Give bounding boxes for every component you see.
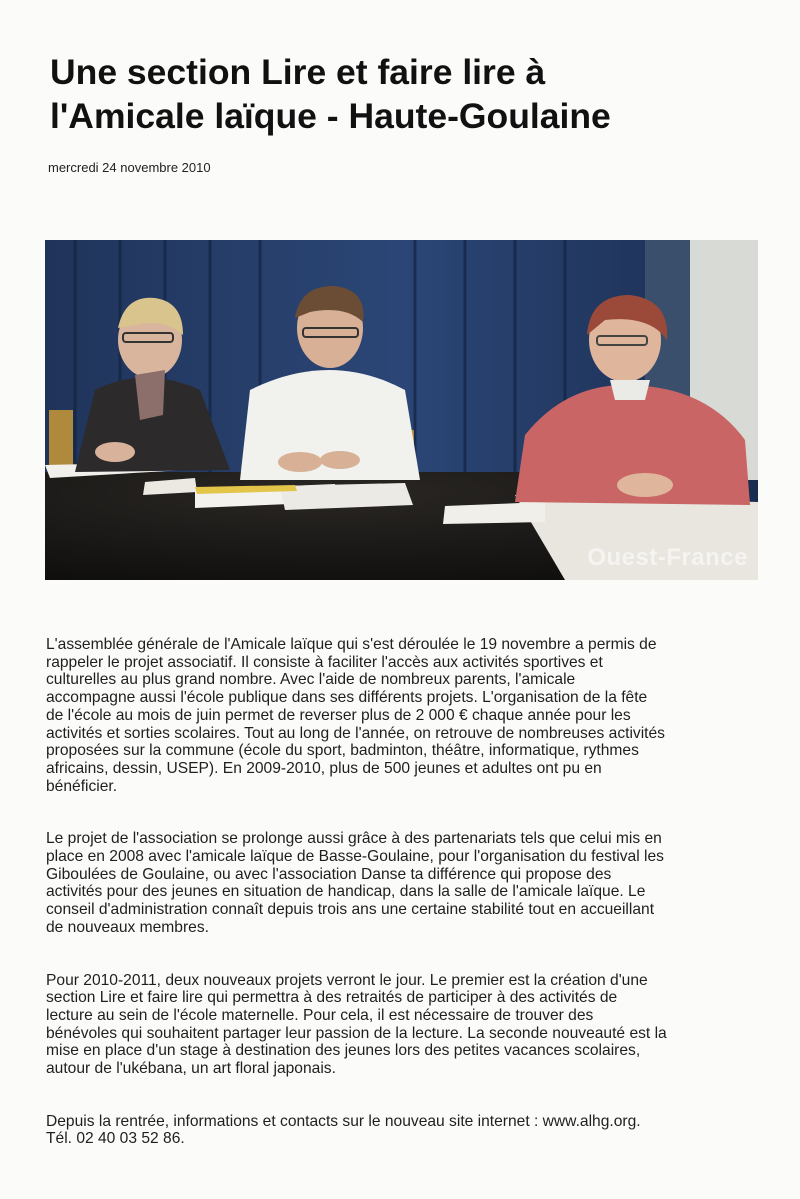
text-line: bénévoles qui souhaitent partager leur passion de la lecture. La seconde nouveauté est la — [46, 1024, 667, 1042]
paragraph-spacer — [46, 795, 766, 830]
photo-illustration — [45, 240, 758, 580]
article-title — [50, 50, 770, 138]
text-line: de l'école au mois de juin permet de reverser plus de 2 000 € chaque année pour les — [46, 706, 631, 724]
text-line: Giboulées de Goulaine, ou avec l'association Danse ta différence qui propose des — [46, 865, 612, 883]
photo-watermark: Ouest-France — [587, 544, 748, 571]
text-line: Pour 2010-2011, deux nouveaux projets verront le jour. Le premier est la création d'une — [46, 971, 648, 989]
article-title-line: Une section Lire et faire lire à — [50, 52, 546, 92]
text-line: Depuis la rentrée, informations et contacts sur le nouveau site internet : www.alhg.org. — [46, 1112, 641, 1130]
text-line: de nouveaux membres. — [46, 918, 209, 936]
text-line: proposées sur la commune (école du sport, badminton, théâtre, informatique, rythmes — [46, 742, 639, 760]
paragraph-spacer — [46, 937, 766, 972]
text-line: conseil d'administration connaît depuis trois ans une certaine stabilité tout en accueillant — [46, 901, 655, 919]
article-paragraph — [46, 636, 766, 795]
article-date: mercredi 24 novembre 2010 — [48, 160, 211, 175]
text-line: culturelles au plus grand nombre. Avec l'aide de nombreux parents, l'amicale — [46, 671, 576, 689]
text-line: section Lire et faire lire qui permettra à des retraités de participer à des activités de — [46, 989, 618, 1007]
text-line: Le projet de l'association se prolonge aussi grâce à des partenariats tels que celui mis en — [46, 830, 662, 848]
text-line: mise en place d'un stage à destination des jeunes lors des petites vacances scolaires, — [46, 1042, 641, 1060]
text-line: activités pour des jeunes en situation de handicap, dans la salle de l'amicale laïque. Le — [46, 883, 646, 901]
text-line: africains, dessin, USEP). En 2009-2010, plus de 500 jeunes et adultes ont pu en — [46, 759, 602, 777]
article-paragraph — [46, 830, 766, 936]
text-line: activités et sorties scolaires. Tout au long de l'année, on retrouve de nombreuses activités — [46, 724, 665, 742]
text-line: bénéficier. — [46, 777, 118, 795]
article-photo — [45, 240, 758, 580]
text-line: lecture au sein de l'école maternelle. Pour cela, il est nécessaire de trouver des — [46, 1006, 594, 1024]
paragraph-spacer — [46, 1078, 766, 1113]
article-title-line: l'Amicale laïque - Haute-Goulaine — [50, 96, 611, 136]
text-line: Tél. 02 40 03 52 86. — [46, 1130, 185, 1148]
text-line: autour de l'ukébana, un art floral japonais. — [46, 1060, 336, 1078]
text-line: accompagne aussi l'école publique dans ses différents projets. L'organisation de la fête — [46, 689, 648, 707]
text-line: rappeler le projet associatif. Il consiste à faciliter l'accès aux activités sportives et — [46, 653, 603, 671]
text-line: L'assemblée générale de l'Amicale laïque qui s'est déroulée le 19 novembre a permis de — [46, 636, 657, 653]
article-paragraph — [46, 1113, 766, 1148]
article-body — [46, 636, 766, 1148]
article-paragraph — [46, 972, 766, 1078]
text-line: place en 2008 avec l'amicale laïque de Basse-Goulaine, pour l'organisation du festival les — [46, 848, 664, 866]
